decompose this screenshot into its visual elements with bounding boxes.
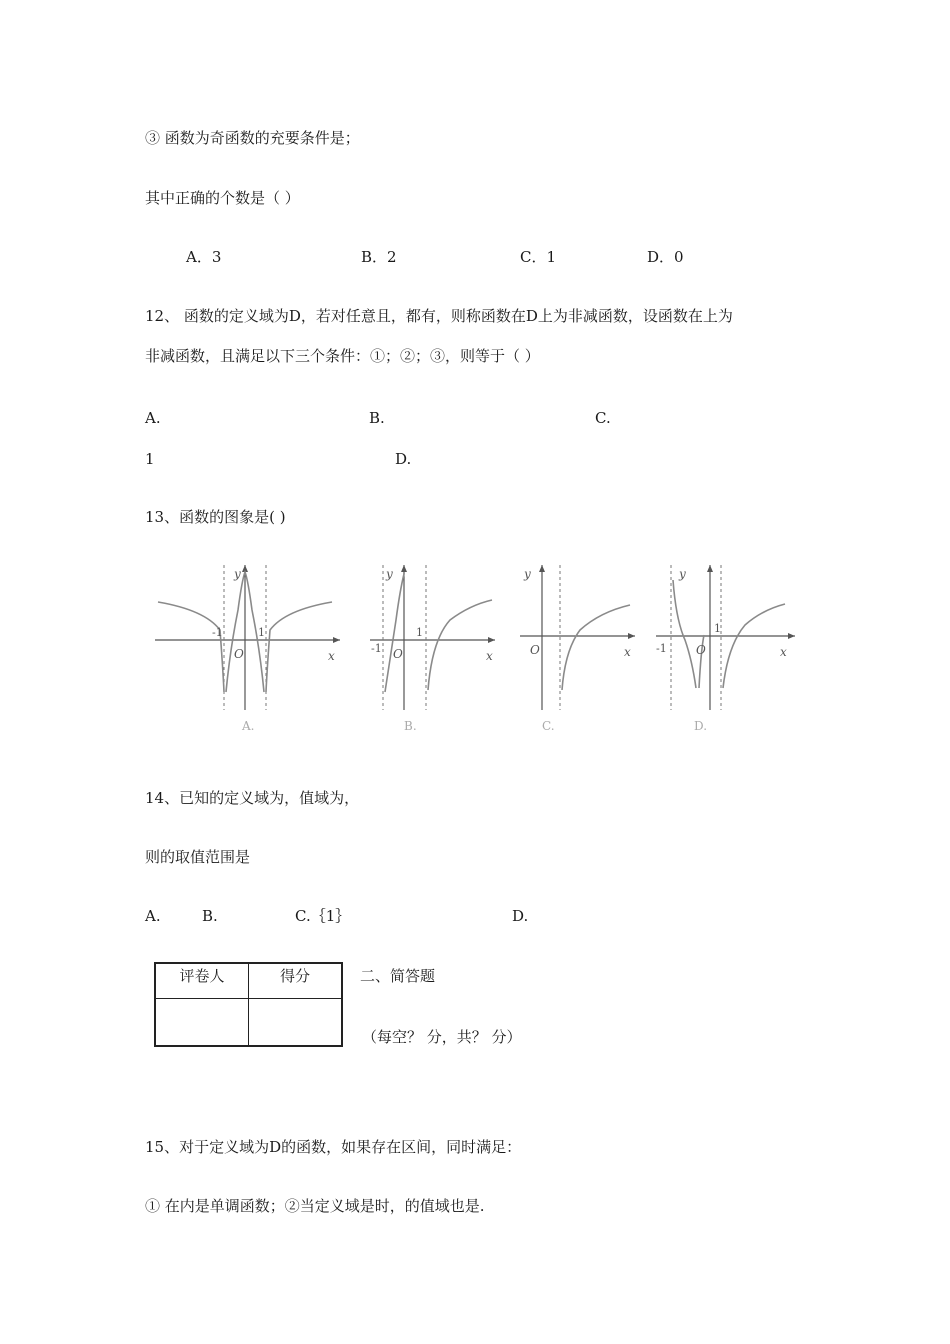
graph-d-origin: O xyxy=(696,643,706,657)
q12-option-d: D. xyxy=(395,450,412,468)
score-table xyxy=(154,962,343,1047)
graph-a-y-label: y xyxy=(234,567,241,581)
graph-d-neg-one: -1 xyxy=(656,642,667,655)
q14-line1: 14、已知的定义域为，值域为， xyxy=(145,789,360,807)
graph-c-y-label: y xyxy=(524,567,531,581)
graph-d-y-label: y xyxy=(679,567,686,581)
graph-b-origin: O xyxy=(393,647,403,661)
q11-item3: ③ 函数为奇函数的充要条件是； xyxy=(145,129,360,147)
graph-d-x-label: x xyxy=(780,645,787,659)
graph-b-one: 1 xyxy=(416,626,423,639)
q14-option-a: A. xyxy=(145,907,161,925)
graph-a-x-label: x xyxy=(328,649,335,663)
graph-b-caption: B. xyxy=(404,719,417,733)
q13-stem: 13、函数的图象是( ) xyxy=(145,508,286,526)
graph-a-one: 1 xyxy=(258,626,265,639)
q12-option-c: C. xyxy=(595,409,611,427)
q12-line1: 12、 函数的定义域为D，若对任意且，都有，则称函数在D上为非减函数，设函数在上为 xyxy=(145,307,733,325)
section2-title: 二、简答题 xyxy=(360,967,436,985)
graph-c-caption: C. xyxy=(542,719,555,733)
score-table-grader-cell[interactable] xyxy=(155,999,249,1047)
q12-option-b: B. xyxy=(369,409,385,427)
q14-line2: 则的取值范围是 xyxy=(145,848,251,866)
graph-b-x-label: x xyxy=(486,649,493,663)
q11-option-c: C．1 xyxy=(520,248,557,266)
q13-graphs-figure xyxy=(150,560,800,740)
score-table-score-cell[interactable] xyxy=(249,999,343,1047)
q15-line1: 15、对于定义域为D的函数，如果存在区间，同时满足： xyxy=(145,1138,522,1156)
graph-a xyxy=(155,565,340,733)
graph-a-caption: A. xyxy=(242,719,255,733)
score-table-header-score: 得分 xyxy=(249,963,343,999)
q12-line2: 非减函数，且满足以下三个条件：①；②；③，则等于（ ） xyxy=(145,347,540,365)
graph-b xyxy=(370,565,495,733)
score-table-header-grader: 评卷人 xyxy=(155,963,249,999)
q11-stem: 其中正确的个数是（ ） xyxy=(145,189,300,207)
graph-c-origin: O xyxy=(530,643,540,657)
graph-b-neg-one: -1 xyxy=(371,642,382,655)
graph-d-caption: D. xyxy=(694,719,708,733)
graph-c-x-label: x xyxy=(624,645,631,659)
graph-b-y-label: y xyxy=(386,567,393,581)
graph-c xyxy=(520,565,635,733)
graph-a-origin: O xyxy=(234,647,244,661)
graph-a-neg-one: -1 xyxy=(212,626,223,639)
q11-option-d: D．0 xyxy=(647,248,684,266)
q12-option-a: A. xyxy=(145,409,161,427)
q12-option-value: 1 xyxy=(145,450,155,468)
q15-line2: ① 在内是单调函数；②当定义域是时，的值域也是. xyxy=(145,1197,485,1215)
q14-option-d: D. xyxy=(512,907,529,925)
graph-d xyxy=(656,565,795,733)
q14-option-b: B. xyxy=(202,907,218,925)
q11-option-a: A．3 xyxy=(186,248,222,266)
q14-option-c: C.｛1｝ xyxy=(295,907,351,925)
section2-note: （每空？ 分，共？ 分） xyxy=(362,1028,522,1046)
graph-d-one: 1 xyxy=(714,622,721,635)
q11-option-b: B．2 xyxy=(361,248,397,266)
